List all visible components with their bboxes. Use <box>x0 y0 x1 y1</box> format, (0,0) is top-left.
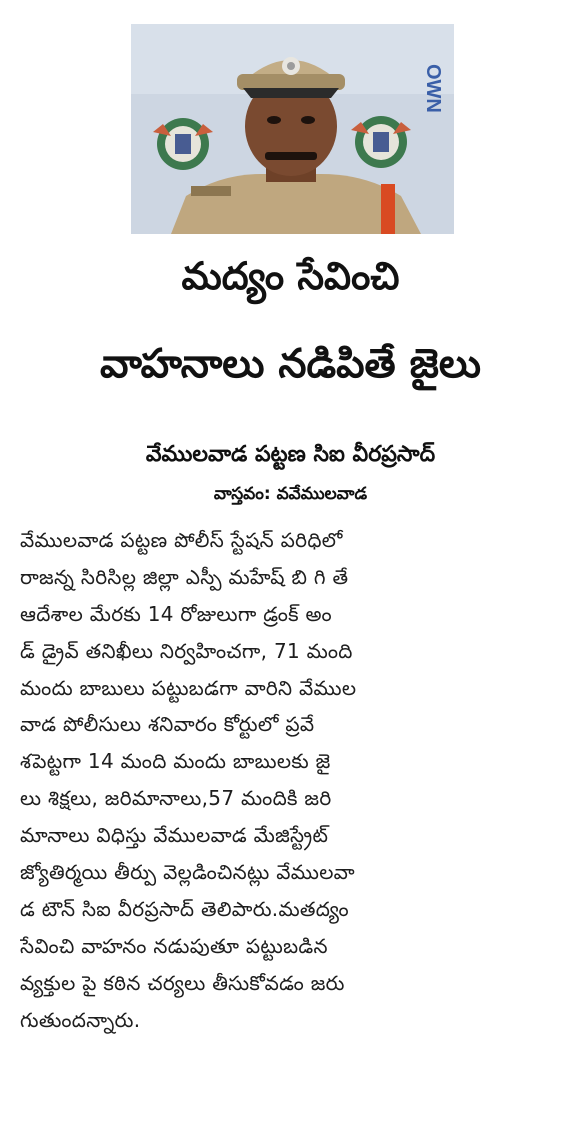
article-body <box>20 522 560 1038</box>
body-line: మందు బాబులు పట్టుబడగా వారిని వేముల <box>20 675 357 700</box>
headline-line-2: వాహనాలు నడిపితే జైలు <box>99 341 482 387</box>
body-line: గుతుందన్నారు. <box>20 1007 141 1032</box>
officer-photo <box>131 24 454 234</box>
subheadline: వేములవాడ పట్టణ సిఐ వీరప్రసాద్ <box>145 442 436 467</box>
body-line: మానాలు విధిస్తు వేములవాడ మేజిస్ట్రేట్ <box>20 823 329 848</box>
body-line: వ్యక్తుల పై కఠిన చర్యలు తీసుకోవడం జరు <box>20 970 345 995</box>
body-line: సేవించి వాహనం నడుపుతూ పట్టుబడిన <box>20 933 328 958</box>
body-line: వేములవాడ పట్టణ పోలీస్ స్టేషన్ పరిధిలో <box>20 528 343 552</box>
body-line: రాజన్న సిరిసిల్ల జిల్లా ఎస్పీ మహేష్ బి గి తే <box>20 564 349 589</box>
dateline: వాస్తవం: వవేములవాడ <box>213 484 368 504</box>
body-line: వాడ పోలీసులు శనివారం కోర్టులో ప్రవే <box>20 712 315 737</box>
body-line: డ టౌన్ సిఐ వీరప్రసాద్ తెలిపారు.మతద్యం <box>20 896 349 921</box>
police-officer-icon <box>131 24 454 234</box>
svg-text:OWN: OWN <box>422 64 444 113</box>
body-line: లు శిక్షలు, జరిమానాలు,57 మందికి జరి <box>20 786 332 811</box>
body-line: ఆదేశాల మేరకు 14 రోజులుగా డ్రంక్ అం <box>20 601 332 626</box>
body-line: డ్ డ్రైవ్ తనిఖీలు నిర్వహించగా, 71 మంది <box>20 638 353 663</box>
body-line: జ్యోతిర్మయి తీర్పు వెల్లడించినట్లు వేములవా <box>20 860 355 885</box>
headline-line-1: మద్యం సేవించి <box>181 254 400 298</box>
body-line: శపెట్టగా 14 మంది మందు బాబులకు జై <box>20 749 331 774</box>
